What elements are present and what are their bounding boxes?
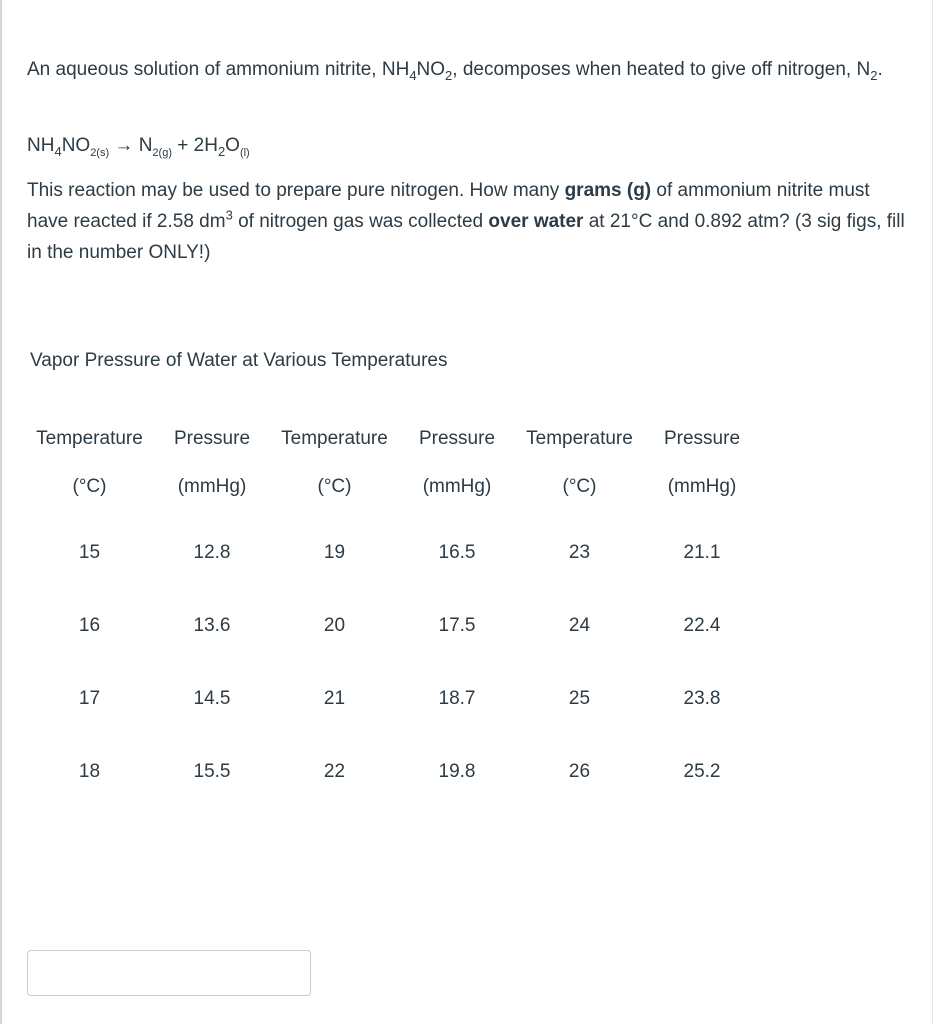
table-cell: 25	[568, 687, 591, 709]
table-cell: 18.7	[438, 687, 476, 709]
table-cell: 22.4	[683, 614, 721, 636]
header-cell: Temperature	[281, 428, 388, 449]
header-cell: Pressure	[418, 428, 496, 449]
table-cell: 15	[78, 541, 101, 563]
table-cell: 15.5	[193, 760, 231, 782]
unit-cell: (°C)	[72, 476, 107, 497]
left-border	[0, 0, 2, 1024]
table-cell: 19.8	[438, 760, 476, 782]
table-cell: 17	[78, 687, 101, 709]
unit-cell: (mmHg)	[667, 476, 737, 497]
table-cell: 16.5	[438, 541, 476, 563]
table-cell: 21.1	[683, 541, 721, 563]
table-row	[27, 589, 762, 662]
table-cell: 24	[568, 614, 591, 636]
vapor-pressure-table	[27, 420, 762, 808]
table-cell: 25.2	[683, 760, 721, 782]
reaction-equation: $NH_4NO_{2(s)} \to N_{2(g)} + 2H_2O_{(l)}$	[27, 135, 250, 159]
table-header-row	[27, 420, 762, 458]
table-cell: 23	[568, 541, 591, 563]
table-cell: 18	[78, 760, 101, 782]
header-cell: Temperature	[526, 428, 633, 449]
unit-cell: (°C)	[562, 476, 597, 497]
table-cell: 23.8	[683, 687, 721, 709]
table-row	[27, 735, 762, 808]
header-cell: Pressure	[663, 428, 741, 449]
unit-cell: (°C)	[317, 476, 352, 497]
unit-cell: (mmHg)	[177, 476, 247, 497]
table-cell: 16	[78, 614, 101, 636]
table-cell: 26	[568, 760, 591, 782]
table-cell: 12.8	[193, 541, 231, 563]
table-cell: 13.6	[193, 614, 231, 636]
table-cell: 21	[323, 687, 346, 709]
table-cell: 19	[323, 541, 346, 563]
table-cell: 20	[323, 614, 346, 636]
table-caption: Vapor Pressure of Water at Various Temperatures	[30, 350, 448, 371]
header-cell: Pressure	[173, 428, 251, 449]
table-cell: 14.5	[193, 687, 231, 709]
answer-input[interactable]	[27, 950, 311, 996]
unit-cell: (mmHg)	[422, 476, 492, 497]
table-unit-row	[27, 458, 762, 516]
table-row	[27, 516, 762, 589]
table-row	[27, 662, 762, 735]
header-cell: Temperature	[36, 428, 143, 449]
table-cell: 22	[323, 760, 346, 782]
table-cell: 17.5	[438, 614, 476, 636]
question-prompt: This reaction may be used to prepare pure nitrogen. How many grams (g) of ammonium nitrite must have reacted if 2.58 $dm^3$ of nitrogen gas was collected over water at 21°C and 0.892 atm? (3 sig figs, fill in the number ONLY!)	[27, 180, 905, 263]
question-intro: An aqueous solution of ammonium nitrite, $NH_4NO_2$, decomposes when heated to give off nitrogen, $N_2$.	[27, 59, 883, 83]
